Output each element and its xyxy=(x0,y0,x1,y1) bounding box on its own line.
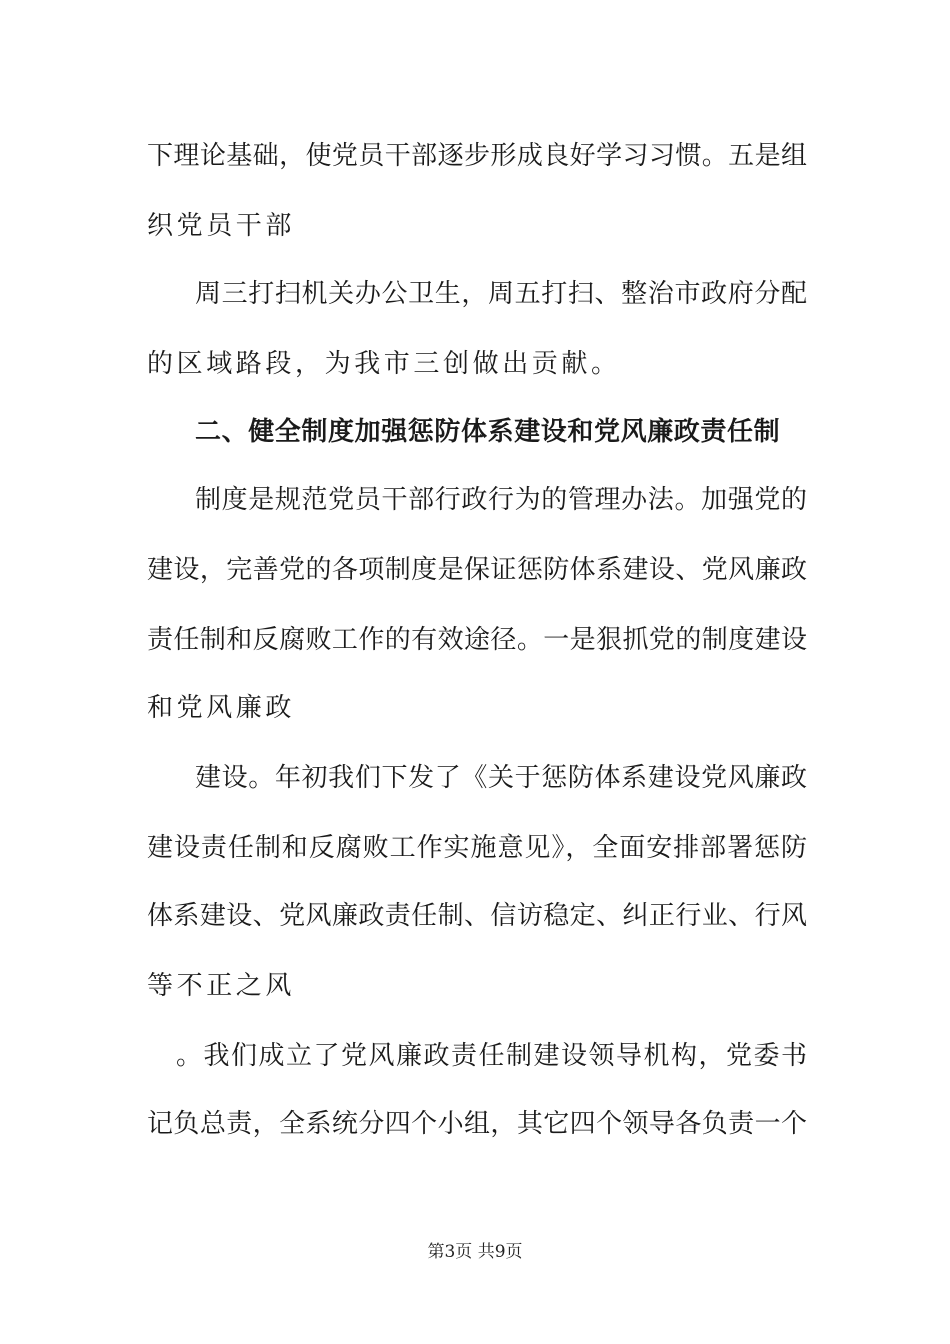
page-number-footer: 第3页 共9页 xyxy=(427,1242,523,1262)
paragraph-line: 和党风廉政 xyxy=(147,693,296,723)
paragraph-line: 体系建设、党风廉政责任制、信访稳定、纠正行业、行风 xyxy=(147,901,807,931)
paragraph-line: 建设。年初我们下发了《关于惩防体系建设党风廉政 xyxy=(195,763,807,793)
paragraph-line: 织党员干部 xyxy=(147,211,296,241)
paragraph-line: 建设责任制和反腐败工作实施意见》，全面安排部署惩防 xyxy=(147,833,807,863)
paragraph-line: 建设，完善党的各项制度是保证惩防体系建设、党风廉政 xyxy=(147,555,807,585)
paragraph-line: 周三打扫机关办公卫生，周五打扫、整治市政府分配 xyxy=(195,279,807,309)
paragraph-line: 责任制和反腐败工作的有效途径。一是狠抓党的制度建设 xyxy=(147,625,807,655)
paragraph-line: 记负总责，全系统分四个小组，其它四个领导各负责一个 xyxy=(147,1109,807,1139)
paragraph-line: 下理论基础，使党员干部逐步形成良好学习习惯。五是组 xyxy=(147,141,807,171)
section-heading: 二、健全制度加强惩防体系建设和党风廉政责任制 xyxy=(195,417,781,447)
paragraph-line: 制度是规范党员干部行政行为的管理办法。加强党的 xyxy=(195,485,807,515)
paragraph-line: 等不正之风 xyxy=(147,971,296,1001)
paragraph-line: 。我们成立了党风廉政责任制建设领导机构，党委书 xyxy=(176,1041,807,1071)
paragraph-line: 的区域路段，为我市三创做出贡献。 xyxy=(147,349,621,379)
